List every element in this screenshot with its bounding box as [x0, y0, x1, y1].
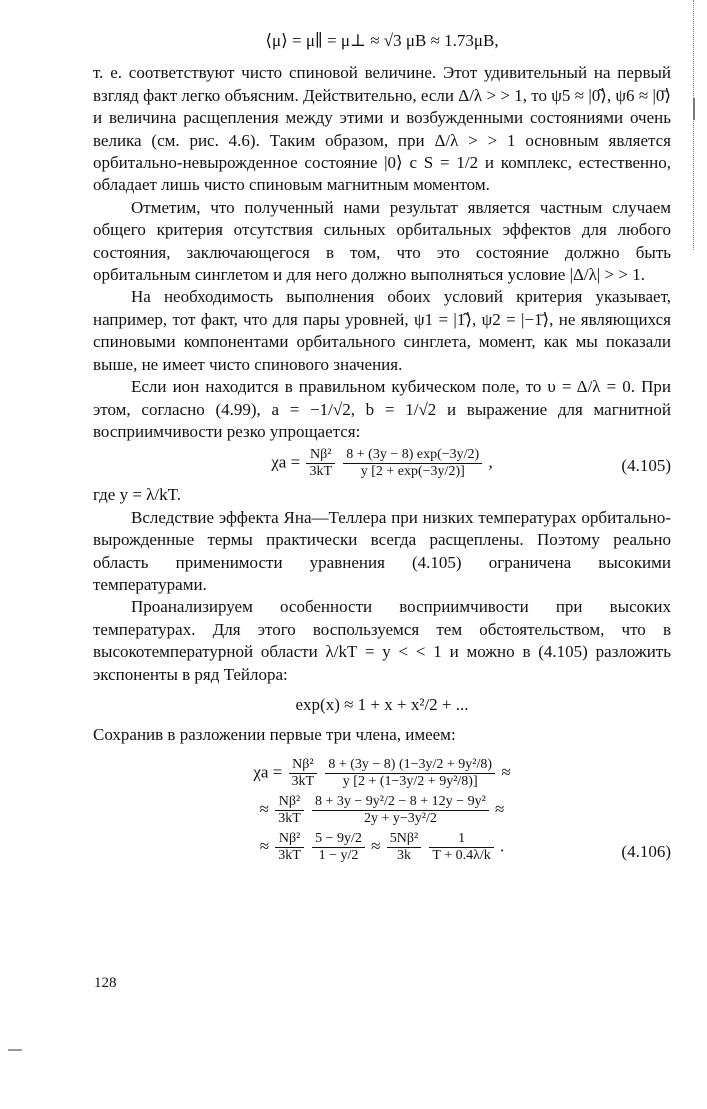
eq106-l3-f1-den: 3kT [278, 847, 301, 863]
scan-corner-mark [8, 1045, 22, 1051]
eq106-l1-f1-den: 3kT [291, 773, 315, 789]
eq106-line-3 [93, 831, 671, 864]
eq106-l2-approx-right: ≈ [495, 799, 505, 819]
eq106-l1-f2-num: 8 + (3y − 8) (1−3y/2 + 9y²/8) [325, 757, 495, 774]
eq106-l3-fraction-4 [429, 831, 493, 864]
where-clause: где y = λ/kT. [93, 485, 181, 505]
eq106-line-2 [93, 794, 671, 827]
eq106-l3-fraction-3 [387, 831, 421, 864]
eq106-l1-fraction-1 [289, 757, 318, 790]
eq106-l3-f3-den: 3k [396, 847, 411, 863]
page-body [93, 30, 671, 864]
eq105-fraction-1 [306, 447, 335, 480]
eq105-f1-den: 3kT [309, 464, 333, 480]
paragraph-2: Отметим, что полученный нами результат является частным случаем общего критерия отсутствия сильных орбитальных эффектов для любого состояния, заключающегося в том, что это состояние должно быть орбитальным синглетом и для него должно выполняться условие |Δ/λ| > > 1. [93, 197, 671, 285]
eq106-l3-f4-num: 1 [429, 831, 493, 848]
eq106-l3-approx-left: ≈ [259, 836, 270, 856]
paragraph-7: Сохранив в разложении первые три члена, имеем: [93, 725, 456, 745]
eq106-l3-fraction-1 [275, 831, 304, 864]
eq106-l3-f2-den: 1 − y/2 [318, 847, 359, 863]
eq106-l2-approx-left: ≈ [259, 799, 269, 819]
paragraph-4: Если ион находится в правильном кубическом поле, то υ = Δ/λ = 0. При этом, согласно (4.99), a = −1/√2, b = 1/√2 и выражение для магнитной восприимчивости резко упрощается: [93, 377, 671, 441]
equation-4-106 [93, 757, 671, 864]
equation-taylor: exp(x) ≈ 1 + x + x²/2 + ... [295, 694, 469, 714]
eq105-f1-num: Nβ² [306, 447, 335, 464]
eq106-l1-f1-num: Nβ² [289, 757, 318, 774]
eq105-number: (4.105) [621, 456, 671, 476]
eq105-tail: , [488, 452, 493, 472]
eq106-l3-f3-num: 5Nβ² [387, 831, 421, 848]
eq105-fraction-2 [343, 447, 482, 480]
eq105-f2-num: 8 + (3y − 8) exp(−3y/2) [343, 447, 482, 464]
eq106-l2-f2-den: 2y + y−3y²/2 [363, 810, 437, 826]
eq106-lhs: χa = [253, 762, 283, 782]
paragraph-3: На необходимость выполнения обоих условий критерия указывает, например, тот факт, что для пары уровней, ψ1 = |1̂⟩, ψ2 = |−1̄⟩, не являющихся спиновыми компонентами орбитального синглета, момент, как мы показали выше, не имеет чисто спинового значения. [93, 287, 671, 374]
eq106-l2-f1-den: 3kT [278, 810, 301, 826]
eq106-l3-f2-num: 5 − 9y/2 [312, 831, 365, 848]
paragraph-1: т. е. соответствуют чисто спиновой величине. Этот удивительный на первый взгляд факт легко объясним. Действительно, если Δ/λ > > 1, то ψ5 ≈ |0̂⟩, ψ6 ≈ |0̄⟩ и величина расщепления между этими и возбужденными состояниями очень велика (см. рис. 4.6). Таким образом, при Δ/λ > > 1 основным является орбитально-невырожденное состояние |0⟩ с S = 1/2 и комплекс, естественно, обладает лишь чисто спиновым магнитным моментом. [93, 63, 671, 195]
paragraph-5: Вследствие эффекта Яна—Теллера при низких температурах орбитально-вырожденные термы практически всегда расщеплены. Поэтому реально область применимости уравнения (4.105) ограничена высокими температурами. [93, 507, 671, 594]
eq106-l3-fraction-2 [312, 831, 365, 864]
eq106-l3-f1-num: Nβ² [275, 831, 304, 848]
eq106-l2-f1-num: Nβ² [275, 794, 304, 811]
eq106-l1-fraction-2 [325, 757, 495, 790]
eq106-l3-approx-mid: ≈ [371, 836, 381, 856]
eq106-line-1 [93, 757, 671, 790]
eq105-f2-den: y [2 + exp(−3y/2)] [360, 464, 465, 480]
eq106-l2-fraction-1 [275, 794, 304, 827]
eq106-l2-fraction-2 [312, 794, 489, 827]
eq106-l2-f2-num: 8 + 3y − 9y²/2 − 8 + 12y − 9y² [312, 794, 489, 811]
eq106-l1-f2-den: y [2 + (1−3y/2 + 9y²/8)] [342, 773, 478, 789]
eq106-tail: . [500, 836, 505, 856]
eq106-l3-f4-den: T + 0.4λ/k [432, 847, 491, 863]
eq106-number: (4.106) [621, 841, 671, 861]
paragraph-6: Проанализируем особенности восприимчивости при высоких температурах. Для этого воспользуемся тем обстоятельством, что в высокотемпературной области λ/kT = y < < 1 и можно в (4.105) разложить экспоненты в ряд Тейлора: [93, 597, 671, 684]
scan-edge-mark [693, 0, 696, 250]
equation-4-105 [93, 447, 671, 480]
scan-margin-mark [693, 98, 697, 120]
page-number: 128 [94, 975, 117, 991]
equation-mean-moment: ⟨μ⟩ = μ∥ = μ⊥ ≈ √3 μB ≈ 1.73μB, [265, 31, 499, 50]
eq105-lhs: χa = [271, 452, 301, 472]
eq106-l1-approx: ≈ [501, 762, 511, 782]
